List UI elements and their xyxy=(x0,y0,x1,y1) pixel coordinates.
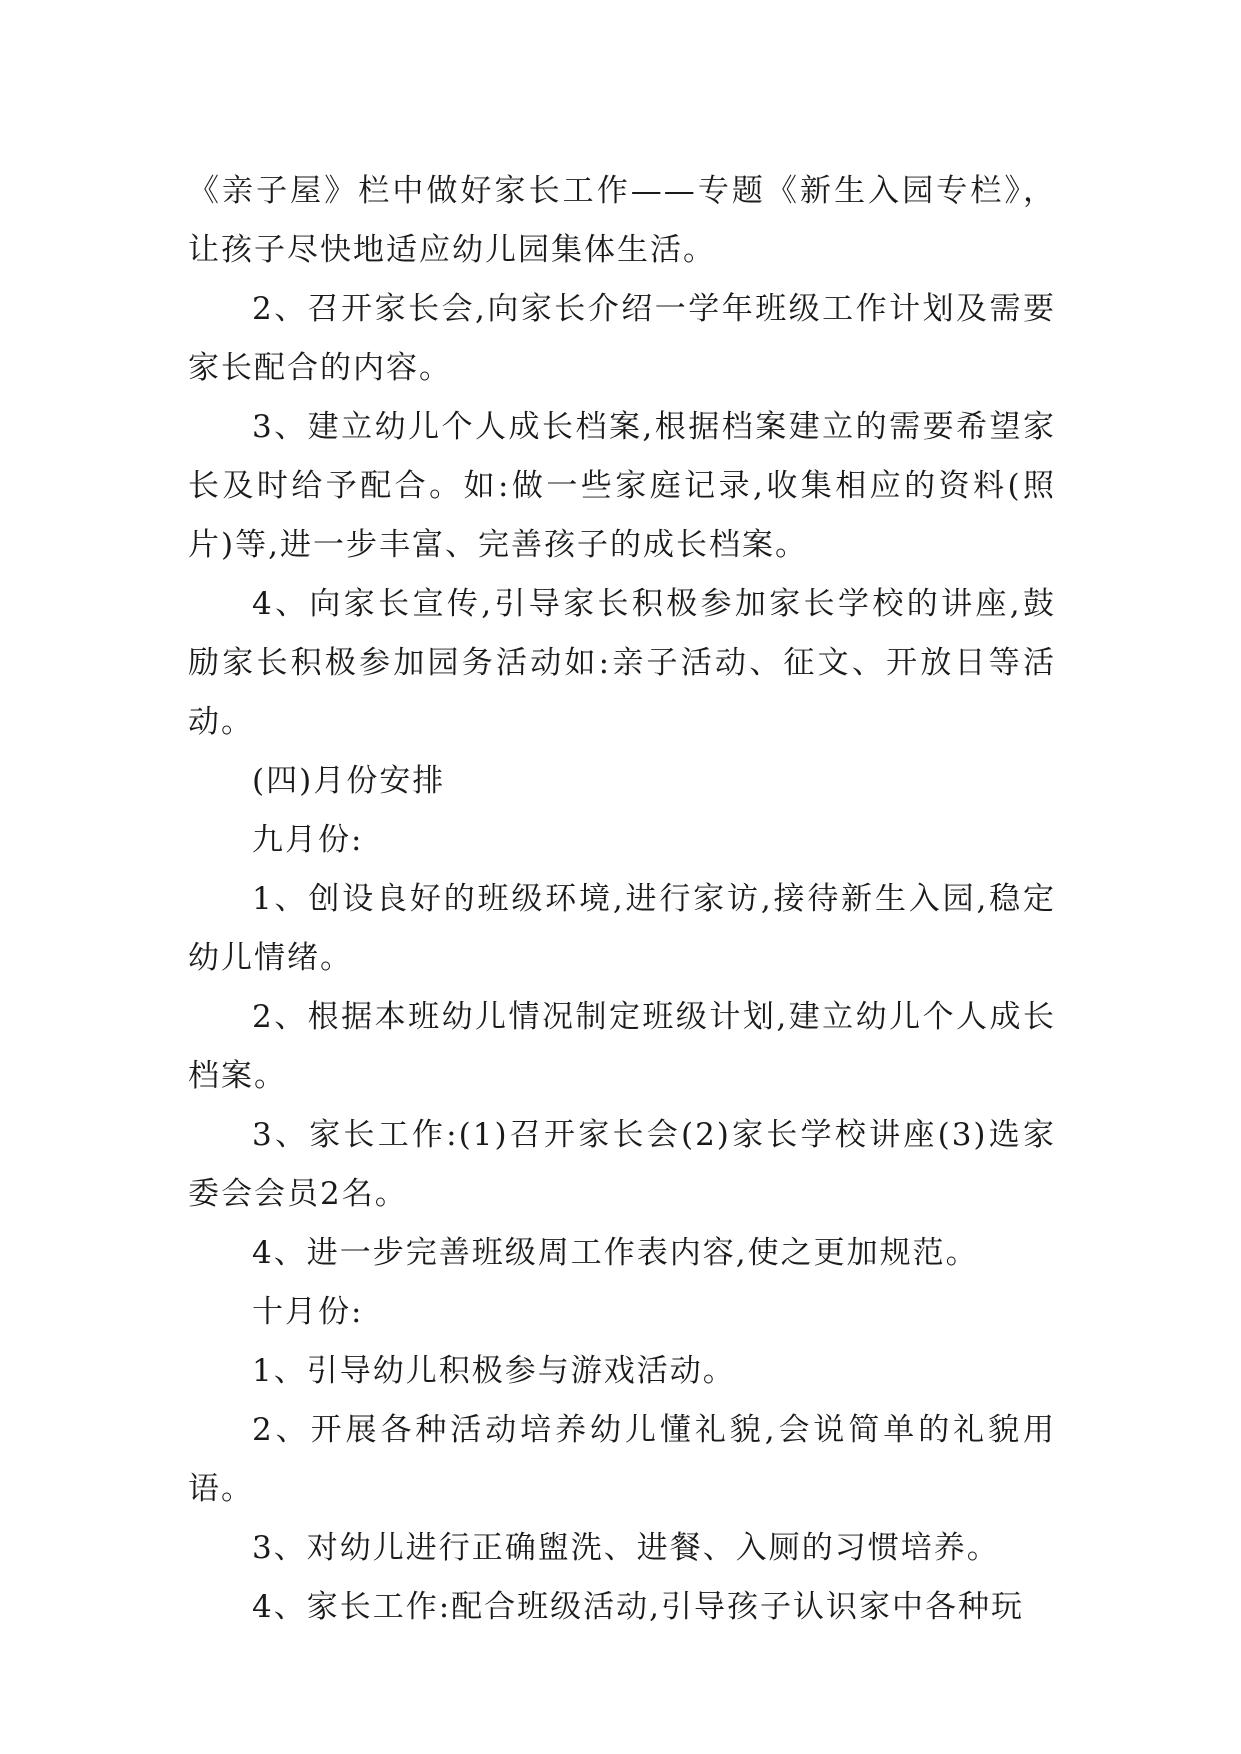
month-heading: 九月份: xyxy=(252,822,364,858)
paragraph: 4、家长工作:配合班级活动,引导孩子认识家中各种玩 xyxy=(252,1589,1025,1625)
paragraph: 2、根据本班幼儿情况制定班级计划,建立幼儿个人成长档案。 xyxy=(188,999,1056,1094)
section-heading: (四)月份安排 xyxy=(252,763,446,799)
paragraph: 1、引导幼儿积极参与游戏活动。 xyxy=(252,1353,736,1389)
document-body xyxy=(188,162,1056,1637)
paragraph: 3、建立幼儿个人成长档案,根据档案建立的需要希望家长及时给予配合。如:做一些家庭记录,收集相应的资料(照片)等,进一步丰富、完善孩子的成长档案。 xyxy=(188,409,1056,563)
paragraph: 4、进一步完善班级周工作表内容,使之更加规范。 xyxy=(252,1235,979,1271)
paragraph: 4、向家长宣传,引导家长积极参加家长学校的讲座,鼓励家长积极参加园务活动如:亲子活动、征文、开放日等活动。 xyxy=(188,586,1056,740)
paragraph: 2、召开家长会,向家长介绍一学年班级工作计划及需要家长配合的内容。 xyxy=(188,291,1056,386)
paragraph: 1、创设良好的班级环境,进行家访,接待新生入园,稳定幼儿情绪。 xyxy=(188,881,1056,976)
paragraph: 3、对幼儿进行正确盥洗、进餐、入厕的习惯培养。 xyxy=(252,1530,1000,1566)
month-heading: 十月份: xyxy=(252,1294,364,1330)
paragraph: 《亲子屋》栏中做好家长工作——专题《新生入园专栏》，让孩子尽快地适应幼儿园集体生活。 xyxy=(188,173,1056,268)
paragraph: 2、开展各种活动培养幼儿懂礼貌,会说简单的礼貌用语。 xyxy=(188,1412,1056,1507)
paragraph: 3、家长工作:(1)召开家长会(2)家长学校讲座(3)选家委会会员2名。 xyxy=(188,1117,1056,1212)
